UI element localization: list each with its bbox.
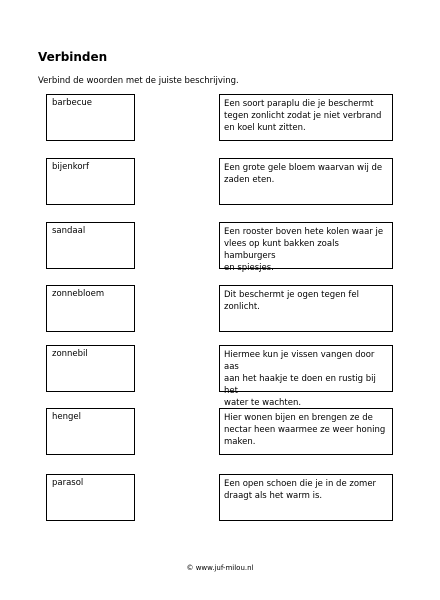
word-box[interactable]: hengel [46, 408, 135, 455]
description-box[interactable]: Dit beschermt je ogen tegen fel zonlicht. [219, 285, 393, 332]
word-box[interactable]: parasol [46, 474, 135, 521]
word-box[interactable]: barbecue [46, 94, 135, 141]
description-box[interactable]: Hiermee kun je vissen vangen door aas aan het haakje te doen en rustig bij het water te wachten. [219, 345, 393, 392]
description-box[interactable]: Hier wonen bijen en brengen ze de nectar heen waarmee ze weer honing maken. [219, 408, 393, 455]
description-box[interactable]: Een soort paraplu die je beschermt tegen zonlicht zodat je niet verbrand en koel kunt zitten. [219, 94, 393, 141]
description-box[interactable]: Een open schoen die je in de zomer draagt als het warm is. [219, 474, 393, 521]
description-box[interactable]: Een rooster boven hete kolen waar je vlees op kunt bakken zoals hamburgers en spiesjes. [219, 222, 393, 269]
word-box[interactable]: sandaal [46, 222, 135, 269]
word-box[interactable]: bijenkorf [46, 158, 135, 205]
word-box[interactable]: zonnebil [46, 345, 135, 392]
page-title: Verbinden [38, 50, 108, 64]
word-box[interactable]: zonnebloem [46, 285, 135, 332]
description-box[interactable]: Een grote gele bloem waarvan wij de zaden eten. [219, 158, 393, 205]
footer-credit: © www.juf-milou.nl [186, 564, 254, 572]
instruction-text: Verbind de woorden met de juiste beschrijving. [38, 76, 239, 86]
